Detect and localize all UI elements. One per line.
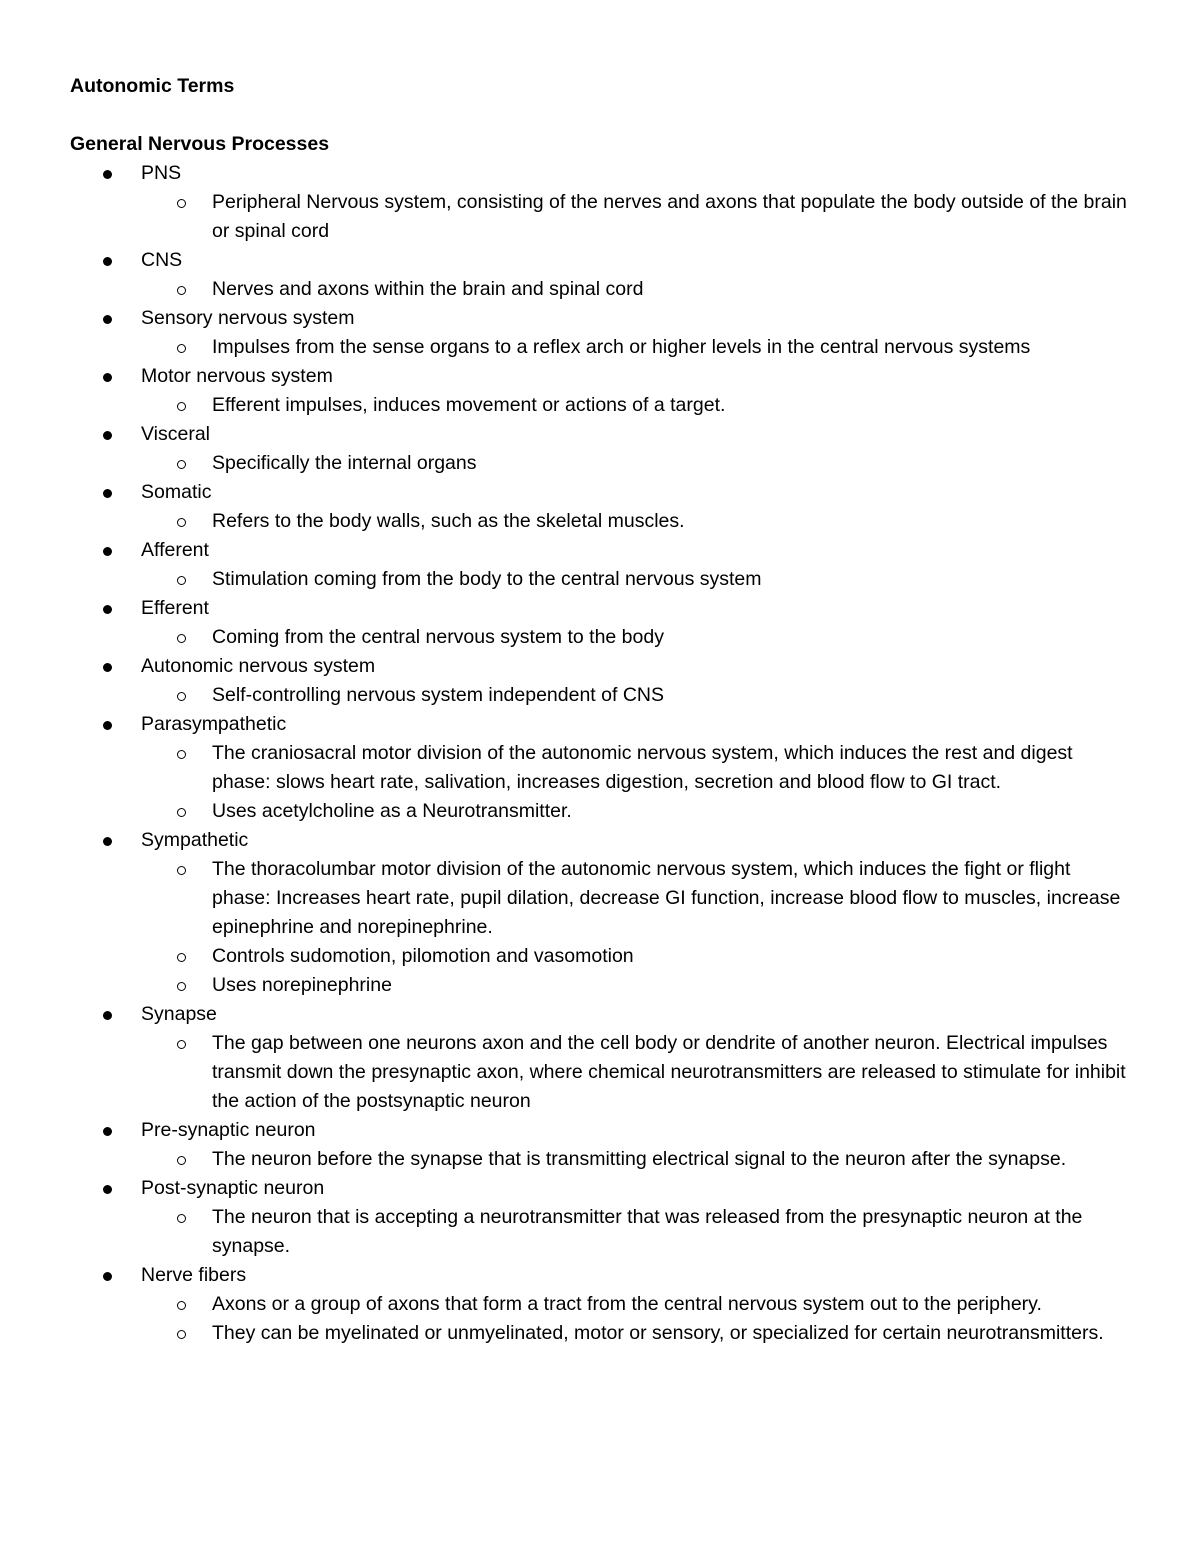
definition-list [141, 333, 1132, 362]
term-item [70, 1000, 1132, 1116]
definition-text: Specifically the internal organs [212, 452, 477, 474]
document-page [70, 72, 1132, 1348]
definition-item [141, 391, 1132, 420]
term-label: Afferent [141, 539, 209, 561]
definition-list [141, 275, 1132, 304]
definition-item [141, 739, 1132, 797]
definition-list [141, 391, 1132, 420]
section-title: General Nervous Processes [70, 133, 330, 155]
term-label: Parasympathetic [141, 713, 287, 735]
term-label: Efferent [141, 597, 209, 619]
bullet-icon [103, 1011, 112, 1020]
term-label: Sensory nervous system [141, 307, 355, 329]
term-item [70, 304, 1132, 362]
definition-item [141, 1290, 1132, 1319]
definition-text: Uses acetylcholine as a Neurotransmitter. [212, 800, 572, 822]
definition-text: They can be myelinated or unmyelinated, motor or sensory, or specialized for certain neurotransmitters. [212, 1322, 1104, 1344]
hollow-bullet-icon [177, 1330, 186, 1339]
hollow-bullet-icon [177, 286, 186, 295]
definition-text: Peripheral Nervous system, consisting of the nerves and axons that populate the body outside of the brain or spinal cord [212, 191, 1127, 242]
term-label: Sympathetic [141, 829, 249, 851]
definition-text: Nerves and axons within the brain and spinal cord [212, 278, 644, 300]
term-label: Autonomic nervous system [141, 655, 376, 677]
definition-list [141, 739, 1132, 826]
definition-item [141, 1319, 1132, 1348]
hollow-bullet-icon [177, 808, 186, 817]
hollow-bullet-icon [177, 402, 186, 411]
definition-text: Axons or a group of axons that form a tract from the central nervous system out to the periphery. [212, 1293, 1042, 1315]
definition-item [141, 333, 1132, 362]
bullet-icon [103, 605, 112, 614]
term-label: Pre-synaptic neuron [141, 1119, 316, 1141]
bullet-icon [103, 1185, 112, 1194]
term-label: Post-synaptic neuron [141, 1177, 325, 1199]
definition-item [141, 449, 1132, 478]
term-label: CNS [141, 249, 183, 271]
hollow-bullet-icon [177, 1301, 186, 1310]
definition-list [141, 1290, 1132, 1348]
bullet-icon [103, 489, 112, 498]
term-label: Motor nervous system [141, 365, 333, 387]
bullet-icon [103, 170, 112, 179]
hollow-bullet-icon [177, 953, 186, 962]
bullet-icon [103, 431, 112, 440]
term-item [70, 478, 1132, 536]
definition-item [141, 942, 1132, 971]
bullet-icon [103, 1127, 112, 1136]
hollow-bullet-icon [177, 634, 186, 643]
hollow-bullet-icon [177, 1040, 186, 1049]
term-label: Visceral [141, 423, 211, 445]
definition-text: The neuron that is accepting a neurotransmitter that was released from the presynaptic neuron at the synapse. [212, 1206, 1083, 1257]
definition-list [141, 1029, 1132, 1116]
definition-text: Coming from the central nervous system to the body [212, 626, 664, 648]
definition-text: Impulses from the sense organs to a reflex arch or higher levels in the central nervous systems [212, 336, 1031, 358]
hollow-bullet-icon [177, 576, 186, 585]
term-item [70, 1261, 1132, 1348]
bullet-icon [103, 837, 112, 846]
definition-list [141, 855, 1132, 1000]
definition-item [141, 1145, 1132, 1174]
hollow-bullet-icon [177, 750, 186, 759]
definition-item [141, 188, 1132, 246]
bullet-icon [103, 721, 112, 730]
hollow-bullet-icon [177, 1214, 186, 1223]
definition-list [141, 1203, 1132, 1261]
definition-list [141, 623, 1132, 652]
term-item [70, 362, 1132, 420]
term-item [70, 1116, 1132, 1174]
term-item [70, 1174, 1132, 1261]
term-item [70, 594, 1132, 652]
definition-item [141, 855, 1132, 942]
definition-list [141, 449, 1132, 478]
definition-item [141, 1203, 1132, 1261]
bullet-icon [103, 663, 112, 672]
bullet-icon [103, 315, 112, 324]
definition-list [141, 565, 1132, 594]
definition-text: Stimulation coming from the body to the central nervous system [212, 568, 762, 590]
definition-item [141, 623, 1132, 652]
term-list [70, 159, 1132, 1348]
definition-item [141, 797, 1132, 826]
document-title: Autonomic Terms [70, 75, 235, 97]
hollow-bullet-icon [177, 692, 186, 701]
term-item [70, 536, 1132, 594]
term-label: Somatic [141, 481, 212, 503]
hollow-bullet-icon [177, 199, 186, 208]
definition-text: The craniosacral motor division of the autonomic nervous system, which induces the rest and digest phase: slows heart rate, salivation, increases digestion, secretion and blood flow to GI tract. [212, 742, 1073, 793]
definition-item [141, 565, 1132, 594]
definition-text: Efferent impulses, induces movement or actions of a target. [212, 394, 726, 416]
definition-text: The gap between one neurons axon and the cell body or dendrite of another neuron. Electrical impulses transmit down the presynaptic axon, where chemical neurotransmitters are released to stimulate for inhibit the action of the postsynaptic neuron [212, 1032, 1126, 1112]
definition-list [141, 507, 1132, 536]
hollow-bullet-icon [177, 518, 186, 527]
hollow-bullet-icon [177, 460, 186, 469]
definition-item [141, 681, 1132, 710]
hollow-bullet-icon [177, 982, 186, 991]
definition-item [141, 971, 1132, 1000]
term-item [70, 710, 1132, 826]
definition-item [141, 1029, 1132, 1116]
term-item [70, 246, 1132, 304]
term-label: Nerve fibers [141, 1264, 247, 1286]
hollow-bullet-icon [177, 1156, 186, 1165]
term-item [70, 826, 1132, 1000]
hollow-bullet-icon [177, 866, 186, 875]
term-item [70, 652, 1132, 710]
definition-text: Self-controlling nervous system independent of CNS [212, 684, 664, 706]
definition-list [141, 681, 1132, 710]
definition-list [141, 188, 1132, 246]
hollow-bullet-icon [177, 344, 186, 353]
term-label: Synapse [141, 1003, 217, 1025]
term-item [70, 420, 1132, 478]
bullet-icon [103, 257, 112, 266]
definition-item [141, 275, 1132, 304]
definition-text: Controls sudomotion, pilomotion and vasomotion [212, 945, 634, 967]
bullet-icon [103, 547, 112, 556]
definition-text: Refers to the body walls, such as the skeletal muscles. [212, 510, 685, 532]
definition-text: The neuron before the synapse that is transmitting electrical signal to the neuron after the synapse. [212, 1148, 1067, 1170]
definition-item [141, 507, 1132, 536]
definition-list [141, 1145, 1132, 1174]
bullet-icon [103, 1272, 112, 1281]
term-label: PNS [141, 162, 182, 184]
term-item [70, 159, 1132, 246]
definition-text: Uses norepinephrine [212, 974, 392, 996]
definition-text: The thoracolumbar motor division of the autonomic nervous system, which induces the fight or flight phase: Increases heart rate, pupil dilation, decrease GI function, increase blood flow to muscles, increase epinephrine and norepinephrine. [212, 858, 1121, 938]
bullet-icon [103, 373, 112, 382]
